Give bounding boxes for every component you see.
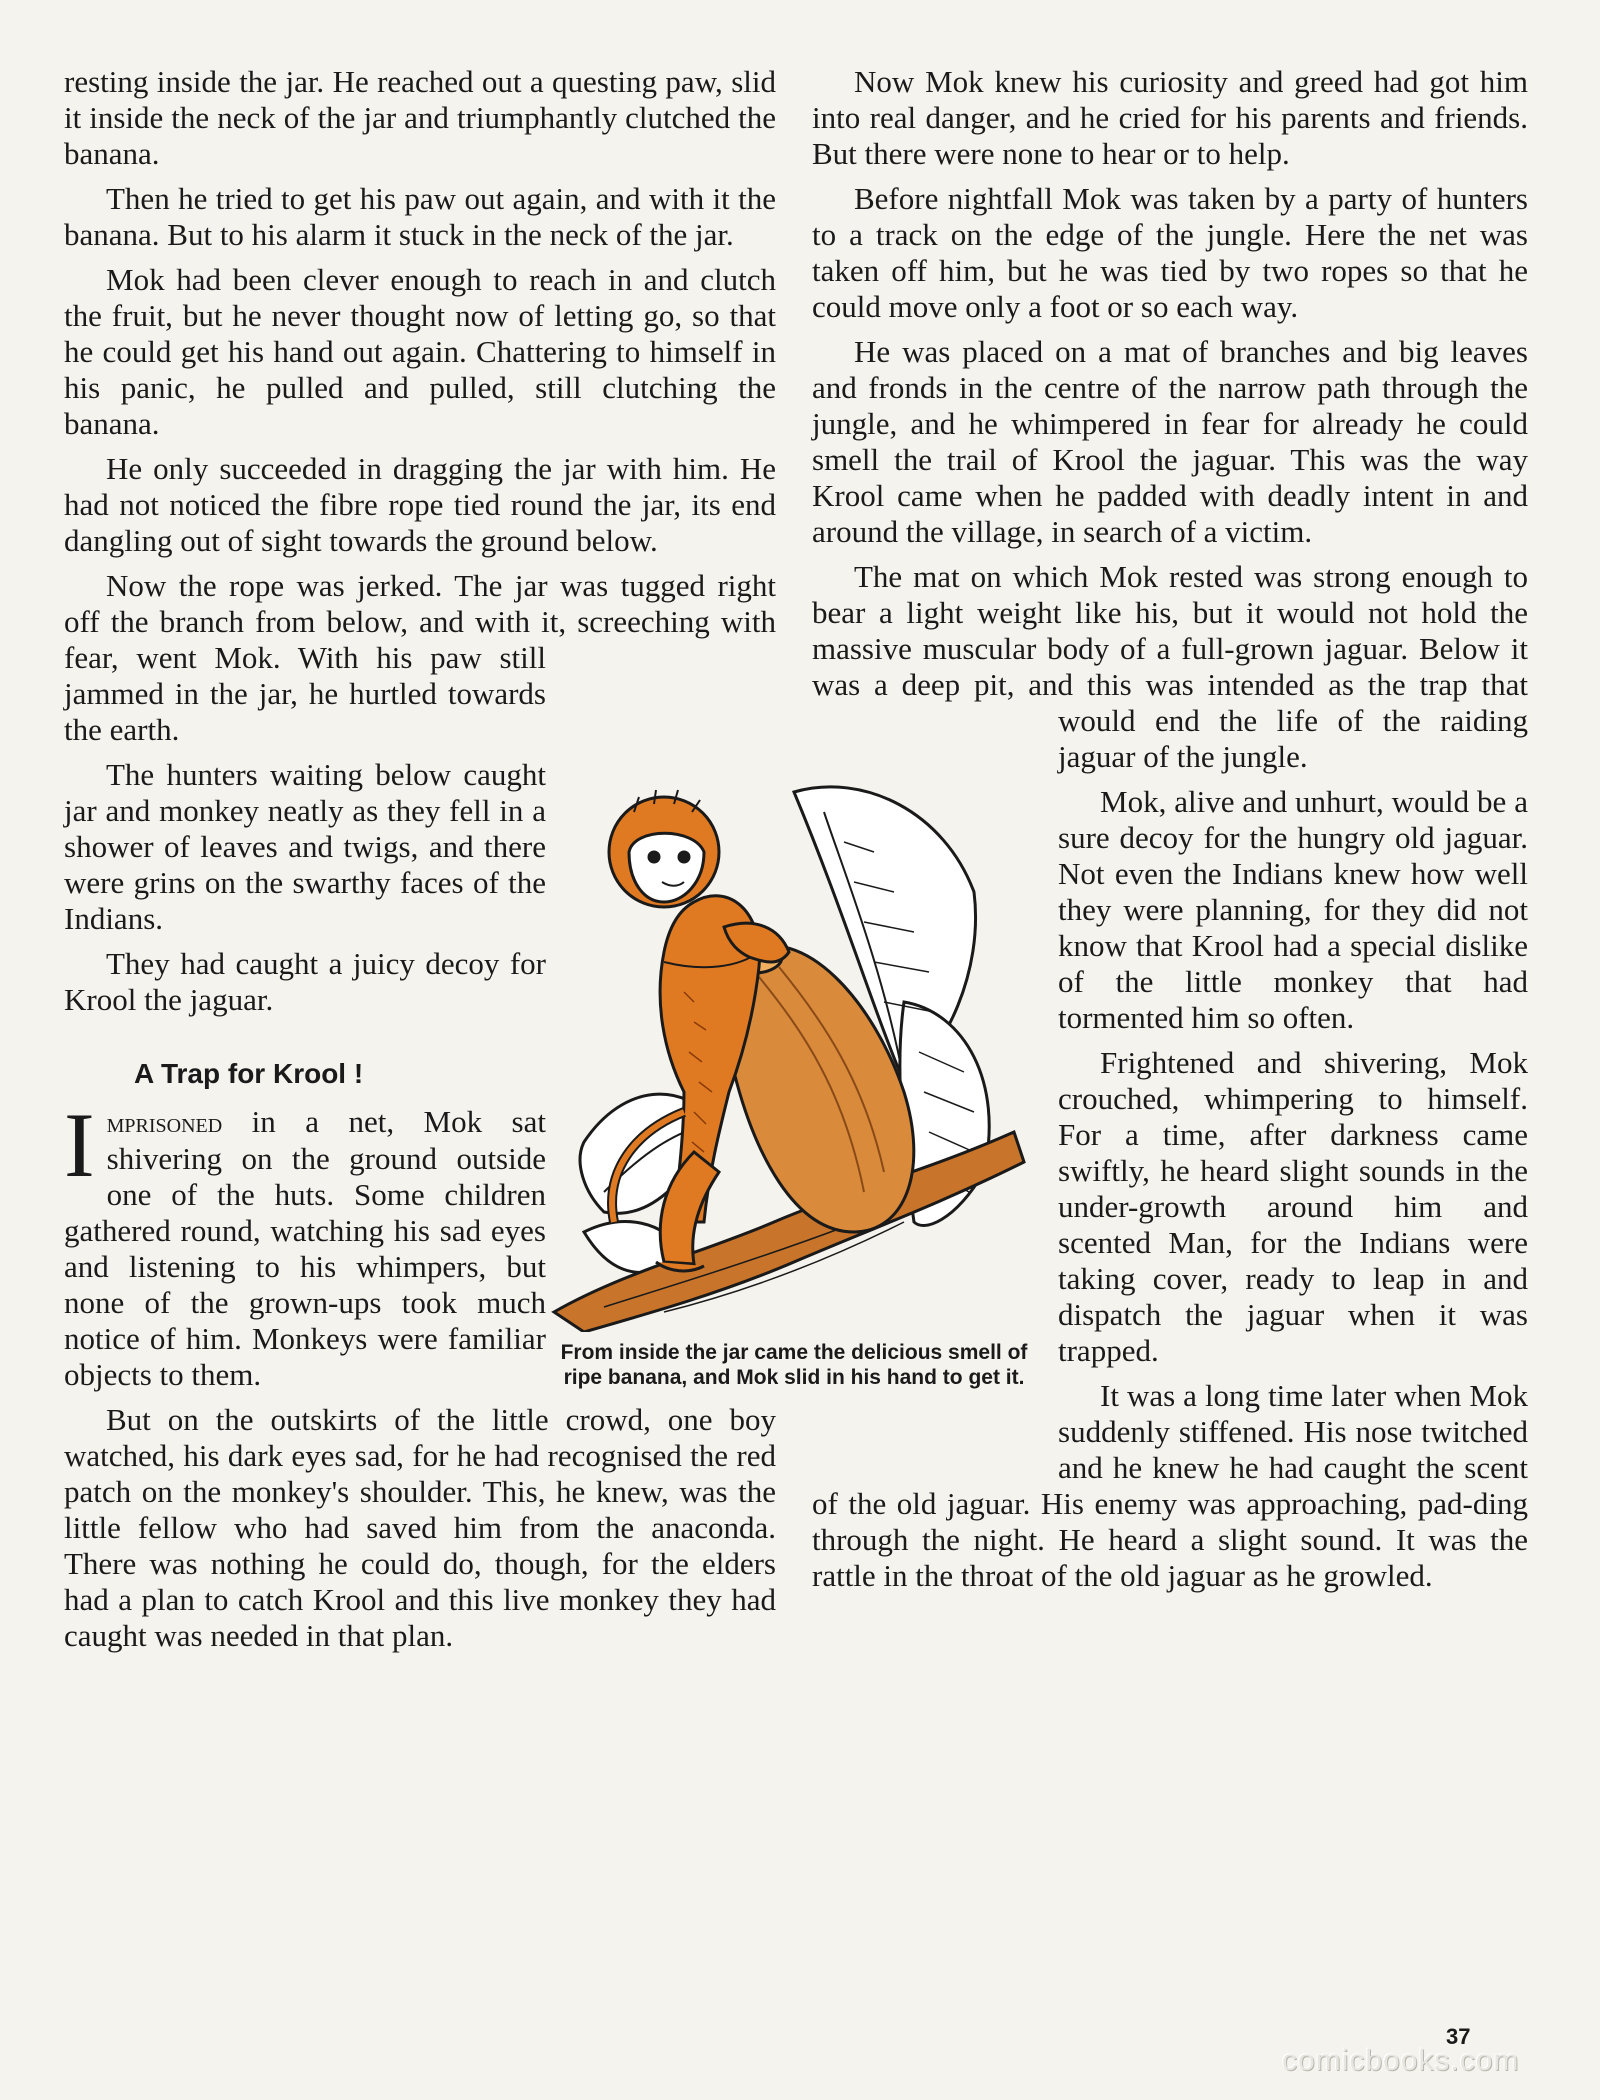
paragraph: They had caught a juicy decoy for Krool the jaguar. bbox=[64, 946, 546, 1017]
paragraph-text: in a net, Mok sat shivering on the ground outside one of the huts. Some children gathered round, watching his sad eyes and listening to his whimpers, but none of the grown-ups took much notice of him. Monkeys were familiar objects to them. bbox=[64, 1104, 546, 1392]
monkey-jar-illustration bbox=[544, 752, 1044, 1332]
paragraph: Before nightfall Mok was taken by a party of hunters to a track on the edge of the jungle. Here the net was taken off him, but he was tied by two ropes so that he could move only a foot or so each way. bbox=[812, 181, 1528, 324]
paragraph: Mok had been clever enough to reach in and clutch the fruit, but he never thought now of letting go, so that he could get his hand out again. Chattering to himself in his panic, he pulled and pulled, still clutching the banana. bbox=[64, 262, 776, 441]
section-subheading: A Trap for Krool ! bbox=[134, 1058, 364, 1089]
paragraph: It was a long time later when Mok suddenly stiffened. His nose twitched and he knew he had caught the scent of the old jaguar. His enemy was approaching, pad-ding through the night. He heard a slight sound. It was the rattle in the throat of the old jaguar as he growled. bbox=[812, 1378, 1528, 1593]
paragraph: He was placed on a mat of branches and big leaves and fronds in the centre of the narrow path through the jungle, and he whimpered in fear for already he could smell the trail of Krool the jaguar. This was the way Krool came when he padded with deadly intent in and around the village, in search of a victim. bbox=[812, 334, 1528, 549]
watermark: comicbooks.com bbox=[1282, 2044, 1520, 2077]
paragraph: He only succeeded in dragging the jar with him. He had not noticed the fibre rope tied round the jar, its end dangling out of sight towards the ground below. bbox=[64, 451, 776, 558]
paragraph: Frightened and shivering, Mok crouched, whimpering to himself. For a time, after darkness came swiftly, he heard slight sounds in the under-growth around him and scented Man, for the Indians were taking cover, ready to leap in and dispatch the jaguar when it was trapped. bbox=[1058, 1045, 1528, 1368]
paragraph: Now the rope was jerked. The jar was tugged right off the branch from below, and with it, screeching with fear, went Mok. With his paw still jammed in the jar, he hurtled towards the earth. bbox=[64, 568, 776, 747]
page-number: 37 bbox=[1446, 2024, 1471, 2049]
paragraph: But on the outskirts of the little crowd, one boy watched, his dark eyes sad, for he had recognised the red patch on the monkey's shoulder. This, he knew, was the little fellow who had saved him from the anaconda. There was nothing he could do, though, for the elders had a plan to catch Krool and this live monkey they had caught was needed in that plan. bbox=[64, 1402, 776, 1653]
illustration-caption: From inside the jar came the delicious smell of ripe banana, and Mok slid in his hand to get it. bbox=[560, 1341, 1028, 1389]
illustration bbox=[544, 752, 1044, 1390]
drop-cap: I bbox=[64, 1094, 95, 1196]
paragraph: Now Mok knew his curiosity and greed had got him into real danger, and he cried for his parents and friends. But there were none to hear or to help. bbox=[812, 64, 1528, 171]
paragraph: The mat on which Mok rested was strong enough to bear a light weight like his, but it would not hold the massive muscular body of a full-grown jaguar. Below it was a deep pit, and this was intended as the trap that would end the life of the raiding jaguar of the jungle. bbox=[812, 559, 1528, 774]
small-caps-word: mprisoned bbox=[106, 1107, 223, 1139]
paragraph: The hunters waiting below caught jar and monkey neatly as they fell in a shower of leaves and twigs, and there were grins on the swarthy faces of the Indians. bbox=[64, 757, 546, 936]
paragraph: Then he tried to get his paw out again, and with it the banana. But to his alarm it stuck in the neck of the jar. bbox=[64, 181, 776, 252]
paragraph: Mok, alive and unhurt, would be a sure decoy for the hungry old jaguar. Not even the Indians knew how well they were planning, for they did not know that Krool had a special dislike of the little monkey that had tormented him so often. bbox=[1058, 784, 1528, 1035]
paragraph: resting inside the jar. He reached out a questing paw, slid it inside the neck of the jar and triumphantly clutched the banana. bbox=[64, 64, 776, 171]
